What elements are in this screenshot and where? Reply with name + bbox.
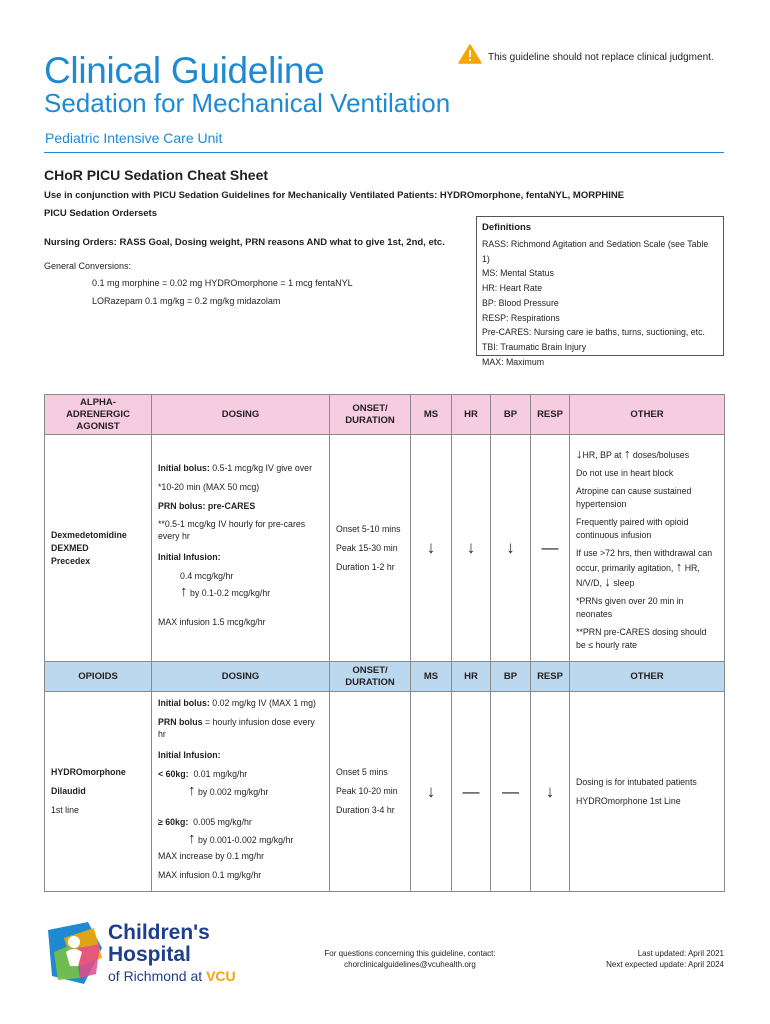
- other-note: doses/boluses: [632, 450, 690, 460]
- other-note: If use >72 hrs, then withdrawal can occur, primarily agitation,: [576, 548, 713, 573]
- conversion-2: LORazepam 0.1 mg/kg = 0.2 mg/kg midazolam: [92, 296, 281, 306]
- other-header: OTHER: [570, 395, 725, 435]
- other-header: OTHER: [570, 662, 725, 692]
- section-header-opioids: [45, 662, 725, 692]
- logo-text-vcu: VCU: [206, 968, 236, 984]
- infusion-increment: by 0.1-0.2 mcg/kg/hr: [189, 588, 271, 598]
- up-arrow-icon: ↑: [180, 583, 188, 600]
- warning-text: This guideline should not replace clinical judgment.: [488, 52, 714, 63]
- other-cell: [570, 435, 725, 662]
- duration-value: Duration 3-4 hr: [336, 805, 395, 815]
- peak-value: Peak 15-30 min: [336, 542, 398, 553]
- bolus-value: 0.02 mg/kg IV (MAX 1 mg): [212, 698, 316, 708]
- conversions-label: General Conversions:: [44, 261, 132, 271]
- infusion-label: Initial Infusion:: [158, 750, 221, 760]
- other-note: Dosing is for intubated patients: [576, 776, 697, 787]
- other-note: *PRNs given over 20 min in neonates: [576, 596, 684, 619]
- bolus-label: Initial bolus:: [158, 698, 210, 708]
- other-note: sleep: [613, 578, 635, 588]
- other-cell: [570, 692, 725, 892]
- drug-row-dexmedetomidine: [45, 435, 725, 662]
- max-increase: MAX increase by 0.1 mg/hr: [158, 851, 265, 861]
- bolus-label: Initial bolus:: [158, 463, 210, 473]
- infusion-value: 0.4 mcg/kg/hr: [180, 571, 234, 581]
- bp-effect: —: [491, 692, 531, 892]
- category-header: OPIOIDS: [45, 662, 152, 692]
- warning-icon: [458, 44, 482, 64]
- hr-effect: —: [452, 692, 491, 892]
- definition-item: TBI: Traumatic Brain Injury: [482, 341, 587, 352]
- category-header: ALPHA-ADRENERGIC AGONIST: [45, 395, 152, 435]
- other-note: Atropine can cause sustained hypertension: [576, 486, 692, 509]
- drug-brand: Dilaudid: [51, 786, 86, 796]
- use-in-conjunction: Use in conjunction with PICU Sedation Guidelines for Mechanically Ventilated Patients: HYDROmorphone, fentaNYL, MORPHINE: [44, 190, 625, 201]
- other-note: Frequently paired with opioid continuous infusion: [576, 517, 689, 540]
- logo-text-richmond: [108, 968, 236, 984]
- duration-value: Duration 1-2 hr: [336, 561, 395, 572]
- other-note: **PRN pre-CARES dosing should be ≤ hourly rate: [576, 627, 707, 650]
- definition-item: HR: Heart Rate: [482, 283, 543, 294]
- weight-lt60-label: < 60kg:: [158, 769, 189, 779]
- ordersets-line: PICU Sedation Ordersets: [44, 208, 157, 219]
- drug-brand: Precedex: [51, 555, 91, 566]
- definition-item: Pre-CARES: Nursing care ie baths, turns, suctioning, etc.: [482, 327, 705, 338]
- header-divider: [44, 152, 724, 153]
- ms-effect: ↓: [411, 435, 452, 662]
- bolus-value: 0.5-1 mcg/kg IV give over: [212, 463, 313, 473]
- weight-lt60-value: 0.01 mg/kg/hr: [193, 769, 248, 779]
- definitions-box: [476, 216, 724, 367]
- bolus-time: *10-20 min (MAX 50 mcg): [158, 482, 260, 492]
- bp-header: BP: [491, 662, 531, 692]
- weight-ge60-label: ≥ 60kg:: [158, 817, 189, 827]
- drug-brand: DEXMED: [51, 542, 89, 553]
- weight-lt60-increment: by 0.002 mg/kg/hr: [197, 787, 269, 797]
- dosing-header: DOSING: [152, 395, 330, 435]
- dosing-header: DOSING: [152, 662, 330, 692]
- definition-item: RESP: Respirations: [482, 312, 560, 323]
- drug-cell: [45, 692, 152, 892]
- page-subtitle: Sedation for Mechanical Ventilation: [44, 88, 451, 118]
- other-note: Do not use in heart block: [576, 468, 674, 478]
- infusion-label: Initial Infusion:: [158, 552, 221, 562]
- sheet-title: CHoR PICU Sedation Cheat Sheet: [44, 167, 269, 183]
- definition-item: BP: Blood Pressure: [482, 297, 559, 308]
- resp-header: RESP: [531, 662, 570, 692]
- unit-name: Pediatric Intensive Care Unit: [45, 130, 223, 146]
- drug-name: Dexmedetomidine: [51, 529, 127, 540]
- ms-effect: ↓: [411, 692, 452, 892]
- definition-item: MAX: Maximum: [482, 356, 545, 367]
- drug-line: 1st line: [51, 805, 79, 815]
- max-infusion: MAX infusion 1.5 mcg/kg/hr: [158, 617, 266, 627]
- definitions-title: Definitions: [482, 222, 532, 233]
- prn-label: PRN bolus: pre-CARES: [158, 501, 256, 511]
- prn-label: PRN bolus: [158, 717, 203, 727]
- onset-cell: [330, 692, 411, 892]
- definition-item: RASS: Richmond Agitation and Sedation Scale (see Table 1): [482, 239, 709, 264]
- onset-value: Onset 5 mins: [336, 767, 388, 777]
- definition-item: MS: Mental Status: [482, 268, 554, 279]
- drug-name: HYDROmorphone: [51, 767, 126, 777]
- down-arrow-icon: ↓: [604, 574, 611, 589]
- up-arrow-icon: ↑: [623, 446, 631, 461]
- onset-header: ONSET/ DURATION: [330, 662, 411, 692]
- contact-line: For questions concerning this guideline, contact:: [324, 949, 496, 958]
- max-infusion: MAX infusion 0.1 mg/kg/hr: [158, 870, 262, 880]
- up-arrow-icon: ↑: [188, 782, 196, 799]
- dosing-cell: [152, 692, 330, 892]
- down-arrow-icon: ↓: [576, 446, 583, 461]
- other-note: HR, N/V/D,: [576, 563, 700, 588]
- drug-row-hydromorphone: [45, 692, 725, 892]
- resp-effect: ↓: [531, 692, 570, 892]
- resp-header: RESP: [531, 395, 570, 435]
- section-header-alpha: [45, 395, 725, 435]
- conversion-1: 0.1 mg morphine = 0.02 mg HYDROmorphone = 1 mcg fentaNYL: [92, 278, 353, 288]
- last-updated: Last updated: April 2021: [637, 949, 724, 958]
- dosing-cell: [152, 435, 330, 662]
- sedation-table: [44, 394, 725, 892]
- bp-effect: ↓: [491, 435, 531, 662]
- other-note: HYDROmorphone 1st Line: [576, 795, 681, 806]
- hr-header: HR: [452, 662, 491, 692]
- prn-value: **0.5-1 mcg/kg IV hourly for pre-cares every hr: [158, 519, 306, 541]
- onset-header: ONSET/ DURATION: [330, 395, 411, 435]
- resp-effect: —: [531, 435, 570, 662]
- drug-cell: [45, 435, 152, 662]
- page-title: Clinical Guideline: [44, 50, 325, 91]
- ms-header: MS: [411, 395, 452, 435]
- contact-info: [300, 948, 520, 970]
- other-note: HR, BP at: [582, 450, 622, 460]
- peak-value: Peak 10-20 min: [336, 786, 398, 796]
- next-update: Next expected update: April 2024: [606, 960, 724, 969]
- weight-ge60-value: 0.005 mg/kg/hr: [193, 817, 252, 827]
- onset-value: Onset 5-10 mins: [336, 523, 401, 534]
- onset-cell: [330, 435, 411, 662]
- logo-text-childrens: Children's: [108, 921, 210, 944]
- contact-email: chorclinicalguidelines@vcuhealth.org: [344, 960, 476, 969]
- weight-ge60-increment: by 0.001-0.002 mg/kg/hr: [197, 835, 294, 845]
- nursing-orders: Nursing Orders: RASS Goal, Dosing weight, PRN reasons AND what to give 1st, 2nd, etc.: [44, 237, 445, 248]
- logo-text-of-richmond: of Richmond at: [108, 968, 203, 984]
- bp-header: BP: [491, 395, 531, 435]
- prn-value: = hourly infusion dose every hr: [158, 717, 315, 739]
- up-arrow-icon: ↑: [188, 830, 196, 847]
- ms-header: MS: [411, 662, 452, 692]
- hr-effect: ↓: [452, 435, 491, 662]
- update-info: [560, 948, 724, 970]
- up-arrow-icon: ↑: [675, 559, 683, 574]
- hr-header: HR: [452, 395, 491, 435]
- logo-text-hospital: Hospital: [108, 943, 191, 966]
